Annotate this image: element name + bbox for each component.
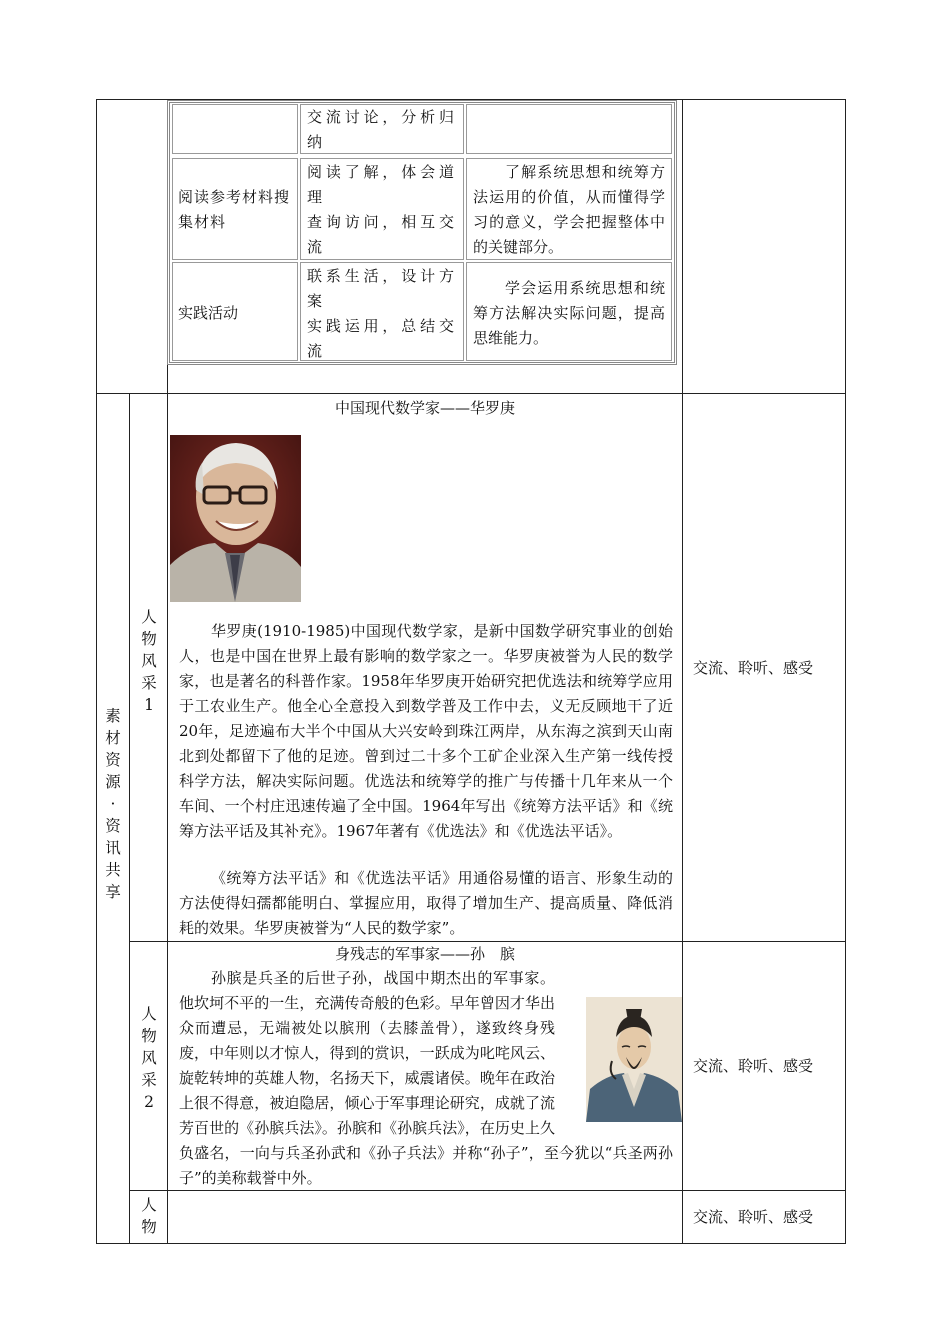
r2-goal: 了解系统思想和统筹方法运用的价值，从而懂得学习的意义，学会把握整体中的关键部分。 (473, 163, 665, 256)
item1-paragraph-2: 《统筹方法平话》和《优选法平话》用通俗易懂的语言、形象生动的方法使得妇孺都能明白、掌握应用，取得了增加生产、提高质量、降低消耗的效果。华罗庚被誉为“人民的数学家”。 (179, 869, 673, 937)
hua-luogeng-portrait (170, 435, 301, 602)
item1-title: 中国现代数学家——华罗庚 (334, 399, 515, 417)
col-divider-section (129, 393, 130, 1244)
portrait-wrap-spacer (555, 994, 673, 1119)
item2-label: 人物风采2 (141, 1005, 157, 1111)
item1-activity: 交流、聆听、感受 (693, 659, 814, 677)
section-label: 素材资源·资讯共享 (105, 707, 121, 901)
nested-cell-r1c3 (466, 104, 672, 154)
nested-cell-r1c1 (172, 104, 298, 154)
r2-method-1: 阅读了解，体会道理 (307, 163, 457, 206)
r3-content: 实践活动 (178, 304, 239, 322)
item1-label: 人物风采1 (141, 608, 157, 714)
r3-method-1: 联系生活，设计方案 (307, 267, 457, 310)
item2-title: 身残志的军事家——孙 膑 (334, 945, 515, 963)
outer-bottom-border (96, 1243, 846, 1244)
col-divider-label (167, 393, 168, 1244)
r2-content: 阅读参考材料搜集材料 (178, 188, 291, 231)
outer-right-border (845, 99, 846, 1244)
r2-method-2: 查询访问，相互交流 (307, 213, 457, 256)
item2-activity: 交流、聆听、感受 (693, 1057, 814, 1075)
outer-left-border (96, 99, 97, 1244)
r3-goal: 学会运用系统思想和统筹方法解决实际问题，提高思维能力。 (473, 279, 665, 347)
item3-activity: 交流、聆听、感受 (693, 1208, 814, 1226)
portrait-photo-icon (170, 435, 301, 602)
r3-method-2: 实践运用，总结交流 (307, 317, 457, 360)
col-divider-activity (682, 99, 683, 1244)
item2-paragraph-text: 孙膑是兵圣的后世子孙，战国中期杰出的军事家。他坎坷不平的一生，充满传奇般的色彩。早年曾因才华出众而遭忌，无端被处以膑刑（去膝盖骨），遂致终身残废，中年则以才惊人，得到的赏识，一跃成为叱咤风云、旋乾转坤的英雄人物，名扬天下，威震诸侯。晚年在政治上很不得意，被迫隐居，倾心于军事理论研究，成就了流芳百世的《孙膑兵法》。孙膑和《孙膑兵法》，在历史上久负盛名，一向与兵圣孙武和《孙子兵法》并称“孙子”，至今犹以“兵圣两孙子”的美称载誉中外。 (179, 969, 673, 1187)
item1-paragraph-1: 华罗庚(1910-1985)中国现代数学家，是新中国数学研究事业的创始人，也是中国在世界上最有影响的数学家之一。华罗庚被誉为人民的数学家，也是著名的科普作家。1958年华罗庚开始研究把优选法和统筹学应用于工农业生产。他全心全意投入到数学普及工作中去，义无反顾地干了近20年，足迹遍布大半个中国从大兴安岭到珠江两岸，从东海之滨到天山南北到处都留下了他的足迹。曾到过二十多个工矿企业深入生产第一线传授科学方法，解决实际问题。优选法和统筹学的推广与传播十几年来从一个车间、一个村庄迅速传遍了全中国。1964年写出《统筹方法平话》和《统筹方法平话及其补充》。1967年著有《优选法》和《优选法平话》。 (179, 622, 673, 840)
row-divider-1 (96, 393, 846, 394)
item2-paragraph (179, 966, 673, 1191)
item3-label: 人物 (141, 1196, 157, 1236)
r1-method: 交流讨论，分析归纳 (307, 108, 457, 151)
